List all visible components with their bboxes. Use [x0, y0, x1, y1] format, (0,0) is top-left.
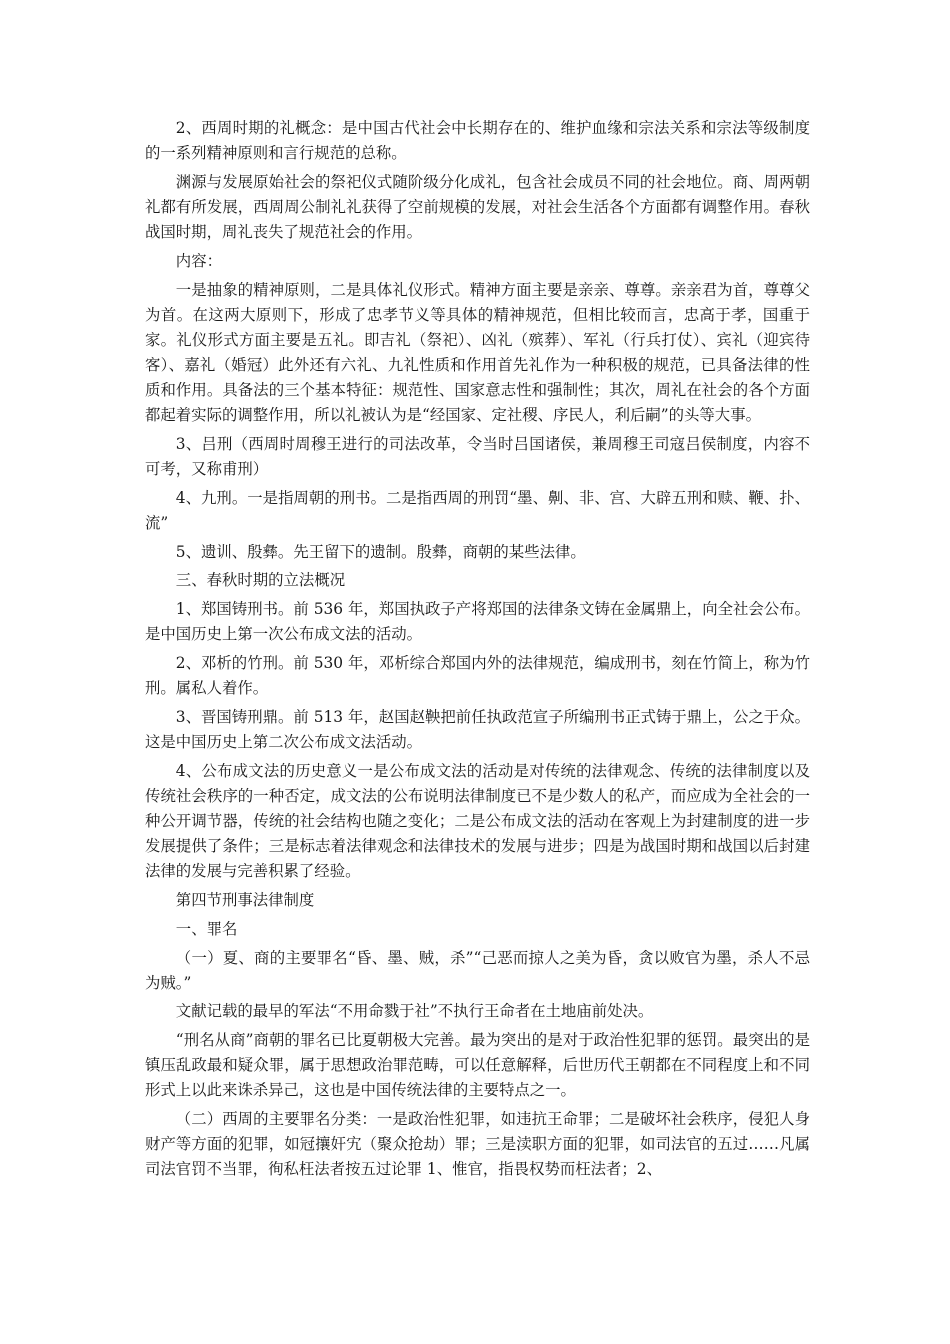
paragraph-yi-xun: 5、遗训、殷彝。先王留下的遗制。殷彝，商朝的某些法律。 — [175, 542, 586, 561]
paragraph-jin-xing-ding: 3、晋国铸刑鼎。前 513 年，赵国赵鞅把前任执政范宣子所编刑书正式铸于鼎上，公之于众。这是中国历史上第二次公布成文法活动。 — [145, 707, 810, 752]
section-heading-criminal-law: 第四节刑事法律制度 — [175, 890, 315, 909]
paragraph-xing-ming-cong-shang: “刑名从商”商朝的罪名已比夏朝极大完善。最为突出的是对于政治性犯罪的惩罚。最突出的是镇压乱政最和疑众罪，属于思想政治罪范畴，可以任意解释，后世历代王朝都在不同程度上和不同形式上以此来诛杀异己，这也是中国传统法律的主要特点之一。 — [145, 1031, 810, 1100]
paragraph-li-concept: 2、西周时期的礼概念：是中国古代社会中长期存在的、维护血缘和宗法关系和宗法等级制度的一系列精神原则和言行规范的总称。 — [145, 119, 810, 163]
paragraph-xia-shang-crimes: （一）夏、商的主要罪名“昏、墨、贼，杀”“己恶而掠人之美为昏，贪以败官为墨，杀人不忌为贼。” — [145, 948, 810, 992]
paragraph-significance: 4、公布成文法的历史意义一是公布成文法的活动是对传统的法律观念、传统的法律制度以及传统社会秩序的一种否定，成文法的公布说明法律制度已不是少数人的私产，而应成为全社会的一种公开调节器，传统的社会结构也随之变化；二是公布成文法的活动在客观上为封建制度的进一步发展提供了条件；三是标志着法律观念和法律技术的发展与进步；四是为战国时期和战国以后封建法律的发展与完善积累了经验。 — [145, 761, 810, 881]
paragraph-military-law: 文献记载的最早的军法“不用命戮于社”不执行王命者在土地庙前处决。 — [175, 1002, 654, 1021]
section-heading-chunqiu: 三、春秋时期的立法概况 — [175, 571, 346, 590]
paragraph-zheng-xing-shu: 1、郑国铸刑书。前 536 年，郑国执政子产将郑国的法律条文铸在金属鼎上，向全社会公布。是中国历史上第一次公布成文法的活动。 — [145, 600, 810, 644]
paragraph-xizhou-crimes: （二）西周的主要罪名分类：一是政治性犯罪，如违抗王命罪；二是破坏社会秩序，侵犯人身财产等方面的犯罪，如冠攘奸宄（聚众抢劫）罪；三是渎职方面的犯罪，如司法官的五过……凡属司法官罚不当罪，徇私枉法者按五过论罪 1、惟官，指畏权势而枉法者；2、 — [145, 1110, 810, 1179]
paragraph-content-heading: 内容： — [175, 251, 222, 270]
paragraph-content-body: 一是抽象的精神原则，二是具体礼仪形式。精神方面主要是亲亲、尊尊。亲亲君为首，尊尊父为首。在这两大原则下，形成了忠孝节义等具体的精神规范，但相比较而言，忠高于孝，国重于家。礼仪形式方面主要是五礼。即吉礼（祭祀）、凶礼（殡葬）、军礼（行兵打仗）、宾礼（迎宾待客）、嘉礼（婚冠）此外还有六礼、九礼性质和作用首先礼作为一种积极的规范，已具备法律的性质和作用。具备法的三个基本特征：规范性、国家意志性和强制性；其次，周礼在社会的各个方面都起着实际的调整作用，所以礼被认为是“经国家、定社稷、序民人，利后嗣”的头等大事。 — [145, 280, 810, 425]
document-page — [145, 116, 810, 1186]
subsection-heading-crimes: 一、罪名 — [175, 919, 238, 938]
paragraph-origin-development: 渊源与发展原始社会的祭祀仪式随阶级分化成礼，包含社会成员不同的社会地位。商、周两朝礼都有所发展，西周周公制礼礼获得了空前规模的发展，对社会生活各个方面都有调整作用。春秋战国时期，周礼丧失了规范社会的作用。 — [145, 172, 810, 242]
paragraph-deng-xi: 2、邓析的竹刑。前 530 年，邓析综合郑国内外的法律规范，编成刑书，刻在竹简上，称为竹刑。属私人着作。 — [145, 654, 810, 698]
paragraph-jiu-xing: 4、九刑。一是指周朝的刑书。二是指西周的刑罚“墨、劓、非、宫、大辟五刑和赎、鞭、扑、流” — [145, 488, 810, 532]
paragraph-lu-xing: 3、吕刑（西周时周穆王进行的司法改革，令当时吕国诸侯，兼周穆王司寇吕侯制度，内容不可考，又称甫刑） — [145, 434, 810, 478]
